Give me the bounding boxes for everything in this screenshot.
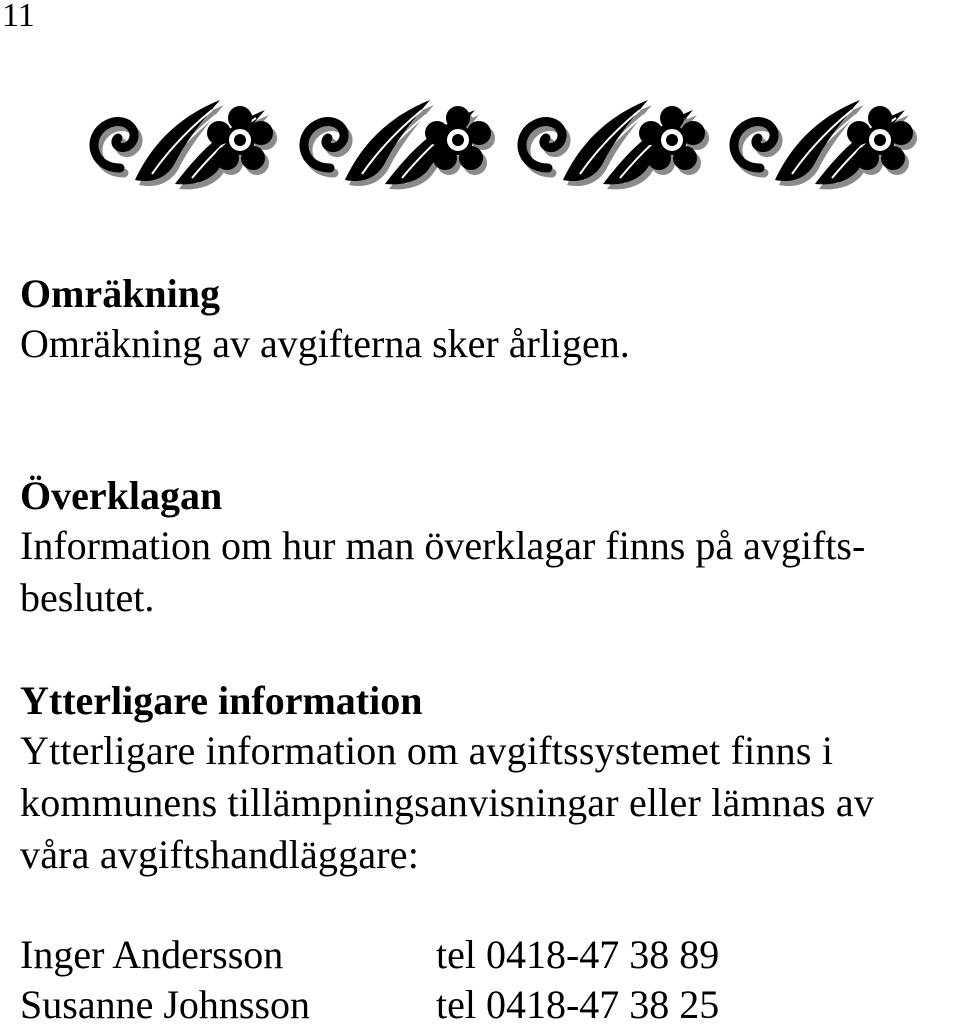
contact-name: Susanne Johnsson: [20, 982, 311, 1027]
section-heading: Överklagan: [20, 473, 223, 518]
section-heading: Omräkning: [20, 271, 221, 316]
section-text-line: Information om hur man överklagar finns på avgifts-: [20, 523, 866, 568]
contact-row: [20, 980, 950, 1030]
section-ytterligare: [20, 677, 950, 881]
section-text-line: kommunens tillämpningsanvisningar eller lämnas av: [20, 780, 875, 825]
contact-list: [20, 930, 950, 1030]
page-number: 11: [2, 0, 35, 34]
section-overklagan: [20, 472, 950, 624]
decorative-border-icon: [80, 88, 930, 198]
section-heading: Ytterligare information: [20, 678, 423, 723]
contact-name: Inger Andersson: [20, 932, 284, 977]
section-text-line: Ytterligare information om avgiftssystemet finns i: [20, 728, 834, 773]
contact-phone: tel 0418-47 38 25: [436, 982, 720, 1027]
section-text: Omräkning av avgifterna sker årligen.: [20, 321, 630, 366]
section-text-line: våra avgiftshandläggare:: [20, 832, 420, 877]
section-text-line: beslutet.: [20, 575, 155, 620]
contact-phone: tel 0418-47 38 89: [436, 932, 720, 977]
section-omrakning: [20, 270, 950, 370]
contact-row: [20, 930, 950, 980]
